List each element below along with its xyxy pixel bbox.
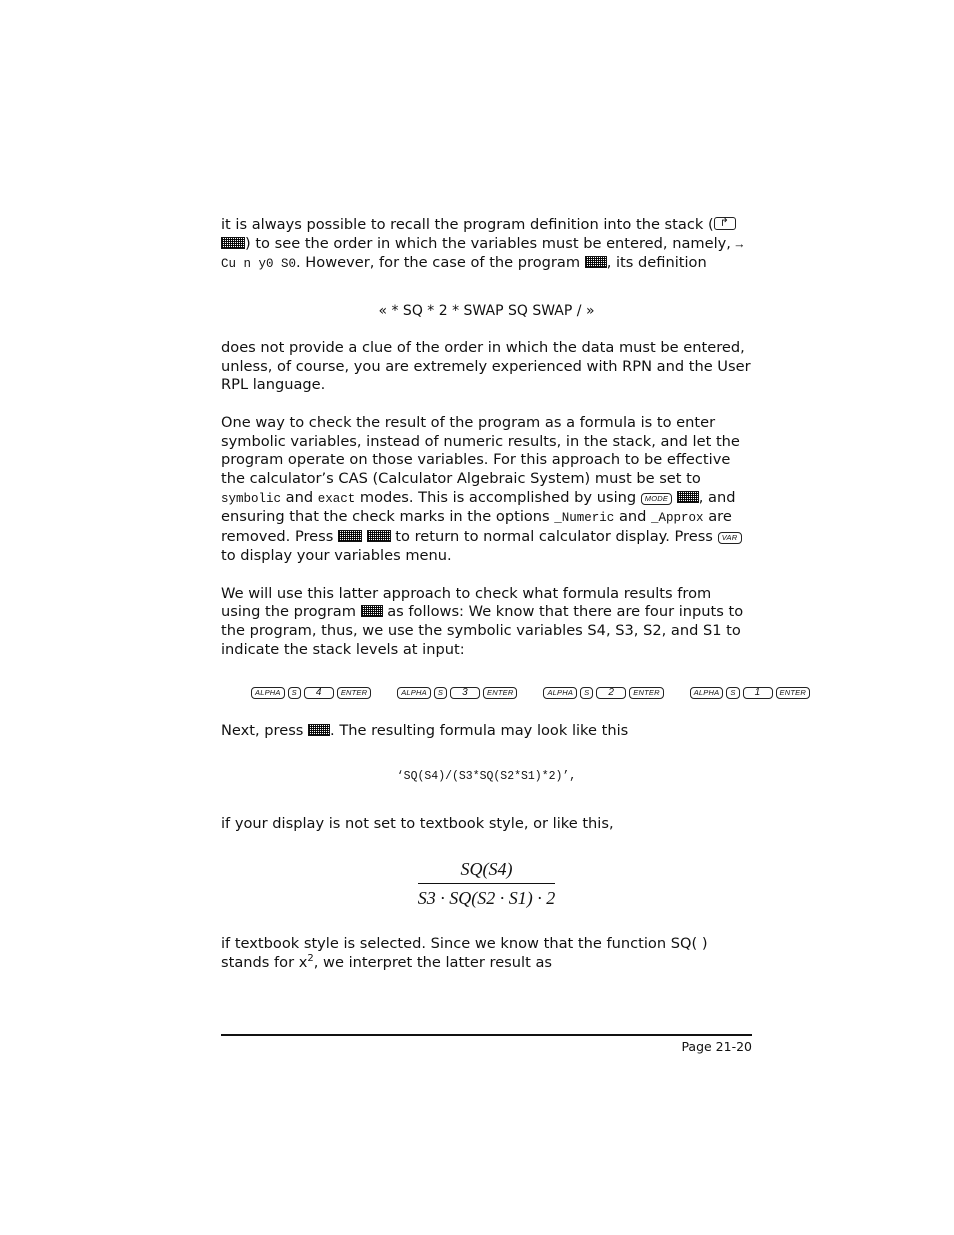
s-key-icon: S [580, 687, 593, 699]
page-number: Page 21-20 [681, 1039, 752, 1054]
formula-text: ‘SQ(S4)/(S3*SQ(S2*S1)*2)’, [396, 770, 577, 784]
mode-symbolic: symbolic [221, 491, 282, 506]
paragraph-clue: does not provide a clue of the order in which the data must be entered, unless, of course, you are extremely experienced with RPN and the User RPL language. [221, 338, 751, 394]
paragraph-approach [221, 585, 752, 660]
option-approx: _Approx [651, 511, 704, 526]
digit-key-icon: 2 [596, 687, 626, 699]
option-numeric: _Numeric [554, 511, 615, 526]
ok-softkey-icon [338, 530, 362, 542]
text: Next, press [221, 722, 309, 740]
right-shift-key-icon [714, 217, 736, 230]
keystroke-group [690, 687, 810, 699]
s-key-icon: S [288, 687, 301, 699]
alpha-key-icon: ALPHA [251, 687, 285, 699]
var-key-icon: VAR [718, 532, 742, 544]
alpha-key-icon: ALPHA [690, 687, 724, 699]
argument-list: → Cu n y0 S0 [221, 237, 744, 272]
fraction-numerator: SQ(S4) [418, 859, 556, 884]
text: are removed. Press [221, 508, 732, 546]
enter-key-icon: ENTER [776, 687, 810, 699]
text: to return to normal calculator display. Press [390, 528, 718, 546]
program-softkey-icon [308, 724, 330, 736]
digit-key-icon: 4 [304, 687, 334, 699]
text: it is always possible to recall the program definition into the stack ( [221, 216, 714, 233]
program-softkey-icon [361, 605, 383, 617]
fraction-denominator: S3 · SQ(S2 · S1) · 2 [417, 888, 556, 909]
digit-key-icon: 1 [743, 687, 773, 699]
text: , we interpret the latter result as [313, 954, 552, 972]
softmenu-key-icon [221, 237, 245, 249]
alpha-key-icon: ALPHA [397, 687, 431, 699]
text: if textbook style is selected. Since we know that the function SQ( ) stands for x [221, 935, 708, 972]
s-key-icon: S [434, 687, 447, 699]
alpha-key-icon: ALPHA [543, 687, 577, 699]
enter-key-icon: ENTER [629, 687, 663, 699]
digit-key-icon: 3 [450, 687, 480, 699]
text: . However, for the case of the program [296, 254, 585, 272]
enter-key-icon: ENTER [337, 687, 371, 699]
mode-key-icon: MODE [641, 493, 672, 505]
page-content [221, 214, 806, 973]
fraction [418, 859, 556, 909]
text: and [281, 488, 318, 506]
mode-exact: exact [317, 491, 356, 506]
keystroke-group [397, 687, 517, 699]
text: as follows: We know that there are four inputs to the program, thus, we use the symbolic variables S4, S3, S2, and S1 to indicate the stack levels at input: [221, 603, 744, 658]
keystroke-group [543, 687, 663, 699]
text: One way to check the result of the program as a formula is to enter symbolic variables, instead of numeric results, in the stack, and let the program operate on those variables. For this approach to be effective the calculator’s CAS (Calculator Algebraic System) must be set to [221, 413, 740, 488]
paragraph-next [221, 722, 752, 741]
textbook-formula [221, 859, 752, 909]
paragraph-interpret [221, 935, 752, 972]
text: , and ensuring that the check marks in the options [221, 488, 736, 526]
text: ) to see the order in which the variables must be entered, namely, [245, 234, 736, 252]
cas-softkey-icon [677, 491, 699, 503]
text: , its definition [606, 254, 707, 272]
footer-rule [221, 1034, 752, 1036]
s-key-icon: S [726, 687, 739, 699]
enter-key-icon: ENTER [483, 687, 517, 699]
superscript: 2 [307, 953, 314, 965]
keystroke-group [251, 687, 371, 699]
paragraph-recall [221, 216, 752, 274]
program-softkey-icon [585, 256, 607, 268]
text: . The resulting formula may look like this [330, 722, 629, 740]
program-listing: « * SQ * 2 * SWAP SQ SWAP / » [378, 303, 595, 320]
text: We will use this latter approach to check what formula results from using the program [221, 584, 712, 621]
keystroke-sequence [251, 687, 806, 699]
paragraph-display: if your display is not set to textbook style, or like this, [221, 814, 614, 832]
text: modes. This is accomplished by using [355, 488, 641, 506]
paragraph-symbolic [221, 414, 752, 566]
ok-softkey-icon [367, 530, 391, 542]
text: to display your variables menu. [221, 546, 452, 564]
text: and [614, 508, 652, 526]
